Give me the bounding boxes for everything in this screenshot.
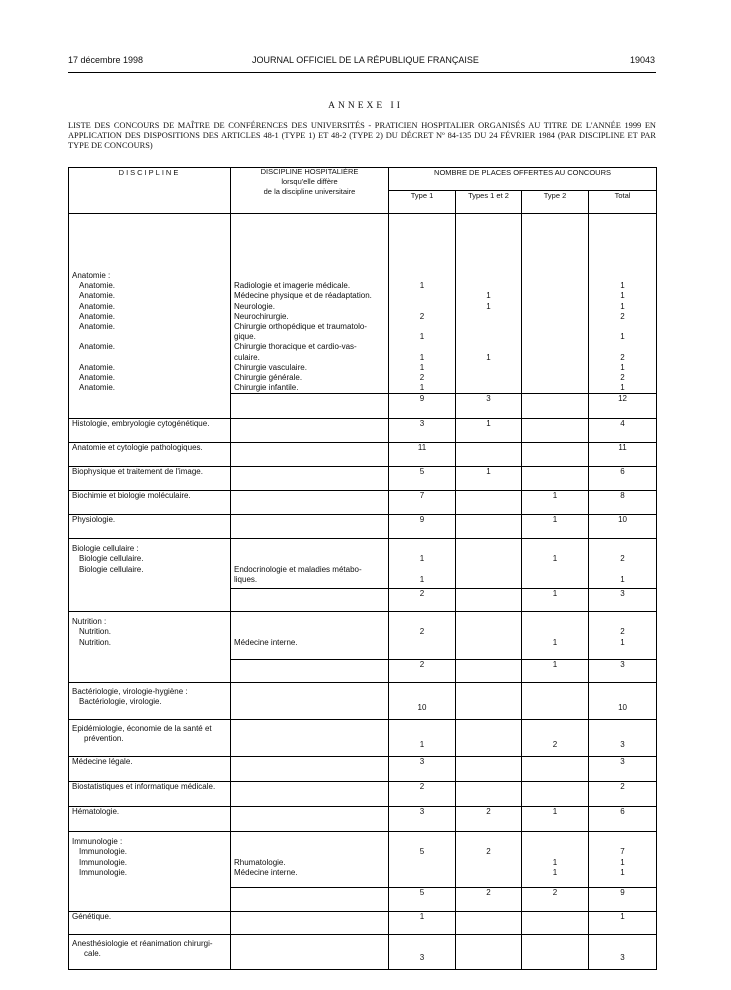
cell-line: 2 — [620, 554, 625, 564]
hospital-cell-empty — [231, 394, 389, 419]
cell-line: Chirurgie orthopédique et traumatolo- — [234, 321, 367, 331]
cell-line: Nutrition. — [79, 627, 112, 637]
subtotal-tot: 3 — [589, 660, 657, 683]
cell-line: Nutrition. — [79, 637, 112, 647]
cell-line — [392, 302, 452, 312]
cell-line: 1 — [552, 637, 558, 647]
cell-line — [592, 617, 653, 627]
value-cell-t12 — [456, 757, 522, 782]
cell-line — [459, 868, 518, 878]
subtotal-t1: 9 — [389, 394, 456, 419]
value-cell-t2 — [522, 683, 589, 720]
cell-line: Immunologie : — [72, 837, 123, 847]
discipline-row — [69, 419, 657, 443]
cell-line — [459, 858, 518, 868]
cell-line: 1 — [419, 574, 425, 584]
cell-line — [459, 544, 518, 554]
cell-line — [392, 271, 452, 281]
cell-line: 1 — [419, 352, 425, 362]
cell-line — [392, 291, 452, 301]
value-cell-tot: 3 — [589, 757, 657, 782]
value-cell-t12 — [456, 443, 522, 467]
discipline-cell: Hématologie. — [69, 807, 231, 832]
cell-line — [459, 837, 518, 847]
cell-line — [525, 837, 585, 847]
subtotal-tot: 9 — [589, 888, 657, 912]
cell-line: 1 — [419, 362, 425, 372]
value-cell-tot: 6 — [589, 807, 657, 832]
cell-line — [459, 342, 518, 352]
cell-line: gique. — [234, 332, 256, 342]
discipline-row — [69, 683, 657, 720]
value-cell-t2 — [522, 782, 589, 807]
cell-line — [525, 383, 585, 393]
cell-line — [592, 271, 653, 281]
value-cell-t2 — [522, 935, 589, 970]
group-row — [69, 214, 657, 394]
hospital-cell-empty — [231, 912, 389, 935]
col-header-hosp-line: lorsqu'elle diffère — [281, 178, 338, 187]
cell-line — [392, 837, 452, 847]
cell-line: 2 — [620, 627, 625, 637]
annexe-heading: ANNEXE II — [328, 101, 403, 111]
value-cell-tot — [589, 214, 657, 394]
cell-line: culaire. — [234, 352, 260, 362]
cell-line: 1 — [620, 281, 625, 291]
cell-line — [459, 575, 518, 585]
cell-line — [459, 638, 518, 648]
cell-line: liques. — [234, 574, 258, 584]
cell-line: Anatomie. — [79, 301, 116, 311]
cell-line: Anatomie. — [79, 311, 116, 321]
discipline-cell: Génétique. — [69, 912, 231, 935]
cell-line — [592, 342, 653, 352]
hospital-cell-empty — [231, 807, 389, 832]
hospital-cell-empty — [231, 782, 389, 807]
cell-line: Biologie cellulaire. — [79, 554, 144, 564]
cell-line: 1 — [620, 291, 625, 301]
cell-line: prévention. — [84, 734, 124, 744]
value-cell-t1: 5 — [389, 467, 456, 491]
value-cell-tot: 8 — [589, 491, 657, 515]
cell-line: 1 — [419, 383, 425, 393]
cell-line: Anatomie. — [79, 372, 116, 382]
cell-line: Biologie cellulaire : — [72, 544, 139, 554]
value-cell-t12 — [456, 720, 522, 757]
cell-line: 1 — [486, 301, 491, 311]
discipline-row — [69, 782, 657, 807]
cell-line — [392, 617, 452, 627]
cell-line: Immunologie. — [79, 847, 128, 857]
group-row — [69, 539, 657, 589]
cell-line: Nutrition : — [72, 617, 107, 627]
cell-line: 1 — [419, 554, 425, 564]
cell-line — [525, 271, 585, 281]
hospital-cell-empty — [231, 888, 389, 912]
cell-line: Médecine interne. — [234, 867, 298, 877]
value-cell-t2 — [522, 443, 589, 467]
discipline-row — [69, 467, 657, 491]
value-cell-t1 — [389, 539, 456, 589]
cell-line: 7 — [620, 847, 625, 857]
cell-line: Biologie cellulaire. — [79, 564, 144, 574]
value-cell-t1: 3 — [389, 757, 456, 782]
discipline-cell: Biochimie et biologie moléculaire. — [69, 491, 231, 515]
value-cell-t1: 10 — [389, 683, 456, 720]
cell-line: 1 — [486, 352, 491, 362]
cell-line: Médecine physique et de réadaptation. — [234, 291, 372, 301]
cell-line — [525, 291, 585, 301]
concours-table — [68, 167, 657, 970]
hospital-cell-empty — [231, 515, 389, 539]
group-row — [69, 612, 657, 660]
value-cell-tot — [589, 539, 657, 589]
cell-line — [234, 271, 385, 281]
discipline-cell — [69, 539, 231, 612]
discipline-cell — [69, 683, 231, 720]
value-cell-t2: 1 — [522, 515, 589, 539]
value-cell-tot — [589, 832, 657, 888]
subtotal-tot: 3 — [589, 589, 657, 612]
value-cell-tot: 4 — [589, 419, 657, 443]
cell-line: Rhumatologie. — [234, 857, 286, 867]
cell-line: Bactériologie, virologie-hygiène : — [72, 687, 188, 697]
value-cell-t12 — [456, 935, 522, 970]
cell-line: Immunologie. — [79, 857, 128, 867]
cell-line — [392, 322, 452, 332]
subtotal-t1: 2 — [389, 589, 456, 612]
value-cell-t1: 1 — [389, 912, 456, 935]
discipline-row — [69, 935, 657, 970]
discipline-row — [69, 443, 657, 467]
cell-line — [525, 281, 585, 291]
value-cell-t2 — [522, 214, 589, 394]
value-cell-t1 — [389, 832, 456, 888]
hospital-cell-empty — [231, 467, 389, 491]
cell-line: Anatomie. — [79, 321, 116, 331]
hospital-cell-empty — [231, 491, 389, 515]
cell-line: Epidémiologie, économie de la santé et — [72, 724, 212, 734]
value-cell-t2 — [522, 832, 589, 888]
cell-line: Anatomie. — [79, 362, 116, 372]
cell-line — [234, 617, 385, 627]
cell-line: 5 — [419, 847, 425, 857]
col-header-hosp-line: DISCIPLINE HOSPITALIÈRE — [260, 168, 359, 176]
value-cell-t1: 3 — [389, 419, 456, 443]
col-header-type12: Types 1 et 2 — [456, 191, 522, 214]
cell-line: 1 — [620, 362, 625, 372]
discipline-row — [69, 515, 657, 539]
value-cell-tot: 10 — [589, 515, 657, 539]
cell-line — [459, 332, 518, 342]
cell-line: 1 — [552, 554, 558, 564]
cell-line — [459, 271, 518, 281]
cell-line — [592, 837, 653, 847]
discipline-row — [69, 491, 657, 515]
hospital-cell-empty — [231, 720, 389, 757]
cell-line — [459, 565, 518, 575]
cell-line — [392, 544, 452, 554]
cell-line: 2 — [486, 847, 491, 857]
cell-line: Anatomie. — [79, 342, 116, 352]
cell-line: 1 — [620, 574, 625, 584]
cell-line — [525, 302, 585, 312]
cell-line: Anatomie. — [79, 383, 116, 393]
discipline-cell: Histologie, embryologie cytogénétique. — [69, 419, 231, 443]
cell-line — [72, 353, 227, 363]
cell-line — [459, 312, 518, 322]
cell-line: 1 — [620, 857, 625, 867]
cell-line — [525, 342, 585, 352]
value-cell-t1: 1 — [389, 720, 456, 757]
discipline-row — [69, 912, 657, 935]
cell-line — [459, 617, 518, 627]
discipline-cell: Médecine légale. — [69, 757, 231, 782]
col-header-total: Total — [589, 191, 657, 214]
hospital-cell — [231, 612, 389, 660]
cell-line: Médecine interne. — [234, 637, 298, 647]
cell-line — [234, 554, 385, 564]
col-header-type2: Type 2 — [522, 191, 589, 214]
value-cell-t1: 7 — [389, 491, 456, 515]
cell-line: Anatomie. — [79, 281, 116, 291]
cell-line: Anatomie. — [79, 291, 116, 301]
subtotal-t1: 2 — [389, 660, 456, 683]
value-cell-t12 — [456, 912, 522, 935]
cell-line — [234, 627, 385, 637]
cell-line: Immunologie. — [79, 867, 128, 877]
cell-line — [392, 868, 452, 878]
header-page-number: 19043 — [629, 55, 655, 65]
cell-line: 1 — [620, 383, 625, 393]
discipline-cell: Biostatistiques et informatique médicale. — [69, 782, 231, 807]
col-header-discipline: DISCIPLINE — [69, 168, 231, 214]
value-cell-tot: 1 — [589, 912, 657, 935]
cell-line — [525, 617, 585, 627]
hospital-cell — [231, 832, 389, 888]
cell-line: Chirurgie générale. — [234, 372, 303, 382]
value-cell-t1: 2 — [389, 782, 456, 807]
value-cell-t2 — [522, 467, 589, 491]
cell-line — [72, 575, 227, 585]
subtotal-t2: 1 — [522, 589, 589, 612]
discipline-cell — [69, 832, 231, 912]
cell-line: 1 — [419, 332, 425, 342]
cell-line — [459, 627, 518, 637]
cell-line: 2 — [419, 627, 425, 637]
subtotal-t2: 1 — [522, 660, 589, 683]
value-cell-tot: 3 — [589, 720, 657, 757]
value-cell-t2 — [522, 757, 589, 782]
cell-line: 2 — [620, 311, 625, 321]
hospital-cell-empty — [231, 419, 389, 443]
cell-line — [525, 373, 585, 383]
cell-line — [234, 847, 385, 857]
cell-line — [459, 554, 518, 564]
cell-line: Chirurgie thoracique et cardio-vas- — [234, 342, 357, 352]
cell-line: 1 — [620, 332, 625, 342]
cell-line — [392, 858, 452, 868]
cell-line: Endocrinologie et maladies métabo- — [234, 564, 362, 574]
subtotal-t2: 2 — [522, 888, 589, 912]
table-title: LISTE DES CONCOURS DE MAÎTRE DE CONFÉRENCES DES UNIVERSITÉS - PRATICIEN HOSPITALIER ORGANISÉS AU TITRE DE L'ANNÉE 1999 EN APPLICATION DES DISPOSITIONS DES ARTICLES 48-1 (TYPE 1) ET 48-2 (TYPE 2) DU DÉCRET Nº 84-135 DU 24 FÉVRIER 1984 (PAR DISCIPLINE ET PAR TYPE DE CONCOURS) — [68, 121, 656, 151]
cell-line — [392, 342, 452, 352]
cell-line — [592, 565, 653, 575]
value-cell-t1: 3 — [389, 807, 456, 832]
cell-line: Bactériologie, virologie. — [79, 697, 162, 707]
discipline-cell: Anatomie et cytologie pathologiques. — [69, 443, 231, 467]
value-cell-t1 — [389, 612, 456, 660]
value-cell-tot: 10 — [589, 683, 657, 720]
subtotal-t12 — [456, 589, 522, 612]
subtotal-t12 — [456, 660, 522, 683]
discipline-cell — [69, 720, 231, 757]
discipline-cell — [69, 612, 231, 683]
cell-line — [525, 847, 585, 857]
cell-line — [72, 332, 227, 342]
cell-line — [525, 353, 585, 363]
cell-line: 2 — [620, 372, 625, 382]
cell-line: 2 — [419, 372, 425, 382]
hospital-cell — [231, 214, 389, 394]
cell-line — [459, 363, 518, 373]
col-header-hospital-discipline — [231, 168, 389, 214]
value-cell-tot: 6 — [589, 467, 657, 491]
value-cell-t12 — [456, 214, 522, 394]
discipline-cell: Biophysique et traitement de l'image. — [69, 467, 231, 491]
discipline-row — [69, 757, 657, 782]
cell-line — [392, 638, 452, 648]
cell-line: Neurochirurgie. — [234, 311, 289, 321]
header-date: 17 décembre 1998 — [68, 55, 144, 65]
cell-line: 1 — [620, 637, 625, 647]
value-cell-tot — [589, 612, 657, 660]
header-rule — [68, 72, 656, 73]
cell-line: 2 — [620, 352, 625, 362]
subtotal-t1: 5 — [389, 888, 456, 912]
cell-line: 2 — [419, 311, 425, 321]
value-cell-t12: 2 — [456, 807, 522, 832]
cell-line: Anesthésiologie et réanimation chirurgi- — [72, 939, 213, 949]
hospital-cell-empty — [231, 683, 389, 720]
value-cell-t2: 1 — [522, 807, 589, 832]
hospital-cell-empty — [231, 443, 389, 467]
cell-line — [525, 544, 585, 554]
value-cell-tot: 3 — [589, 935, 657, 970]
cell-line — [234, 544, 385, 554]
cell-line: 1 — [419, 281, 425, 291]
discipline-cell: Physiologie. — [69, 515, 231, 539]
subtotal-tot: 12 — [589, 394, 657, 419]
value-cell-t1 — [389, 214, 456, 394]
value-cell-t1: 11 — [389, 443, 456, 467]
value-cell-t12 — [456, 612, 522, 660]
cell-line — [459, 373, 518, 383]
value-cell-tot: 2 — [589, 782, 657, 807]
cell-line: Anatomie : — [72, 271, 111, 280]
col-header-hosp-line: de la discipline universitaire — [263, 188, 356, 197]
value-cell-t12 — [456, 491, 522, 515]
subtotal-t12: 3 — [456, 394, 522, 419]
cell-line: 1 — [620, 301, 625, 311]
value-cell-t2 — [522, 912, 589, 935]
hospital-cell-empty — [231, 589, 389, 612]
discipline-cell — [69, 214, 231, 419]
value-cell-t12 — [456, 515, 522, 539]
cell-line — [525, 322, 585, 332]
value-cell-t1: 3 — [389, 935, 456, 970]
cell-line: 1 — [486, 291, 491, 301]
cell-line: Chirurgie infantile. — [234, 383, 299, 393]
cell-line — [525, 575, 585, 585]
value-cell-t2 — [522, 419, 589, 443]
value-cell-t2 — [522, 539, 589, 589]
header-journal: JOURNAL OFFICIEL DE LA RÉPUBLIQUE FRANÇAISE — [252, 55, 479, 65]
hospital-cell — [231, 539, 389, 589]
discipline-row — [69, 720, 657, 757]
cell-line: 1 — [552, 867, 558, 877]
cell-line — [525, 565, 585, 575]
value-cell-t12: 1 — [456, 467, 522, 491]
value-cell-tot: 11 — [589, 443, 657, 467]
value-cell-t2 — [522, 612, 589, 660]
cell-line — [525, 332, 585, 342]
cell-line — [392, 565, 452, 575]
subtotal-t12: 2 — [456, 888, 522, 912]
cell-line: 1 — [620, 867, 625, 877]
group-row — [69, 832, 657, 888]
cell-line — [525, 363, 585, 373]
cell-line — [592, 544, 653, 554]
cell-line: Neurologie. — [234, 301, 275, 311]
cell-line — [525, 312, 585, 322]
discipline-row — [69, 807, 657, 832]
value-cell-t1: 9 — [389, 515, 456, 539]
cell-line — [234, 837, 385, 847]
hospital-cell-empty — [231, 935, 389, 970]
discipline-cell — [69, 935, 231, 970]
cell-line: cale. — [84, 949, 101, 959]
cell-line — [459, 281, 518, 291]
value-cell-t12 — [456, 832, 522, 888]
cell-line: Chirurgie vasculaire. — [234, 362, 307, 372]
col-header-places: NOMBRE DE PLACES OFFERTES AU CONCOURS — [389, 168, 657, 191]
cell-line — [592, 322, 653, 332]
cell-line: Radiologie et imagerie médicale. — [234, 281, 351, 291]
hospital-cell-empty — [231, 757, 389, 782]
value-cell-t2: 1 — [522, 491, 589, 515]
cell-line — [459, 322, 518, 332]
value-cell-t12: 1 — [456, 419, 522, 443]
cell-line: 1 — [552, 857, 558, 867]
cell-line — [459, 383, 518, 393]
value-cell-t12 — [456, 539, 522, 589]
col-header-type1: Type 1 — [389, 191, 456, 214]
cell-line — [525, 627, 585, 637]
value-cell-t12 — [456, 683, 522, 720]
subtotal-t2 — [522, 394, 589, 419]
value-cell-t12 — [456, 782, 522, 807]
value-cell-t2: 2 — [522, 720, 589, 757]
hospital-cell-empty — [231, 660, 389, 683]
